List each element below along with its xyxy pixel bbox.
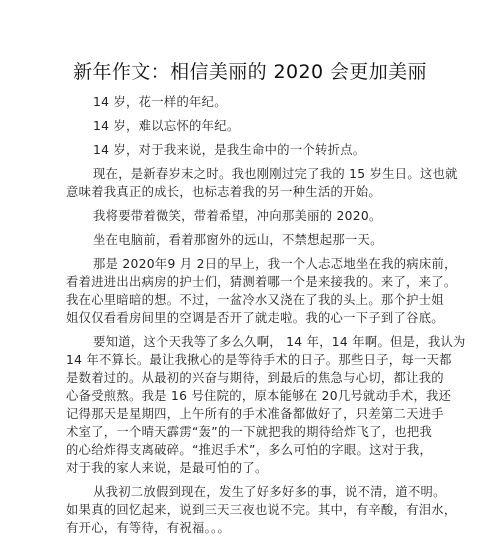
text-line: 我将要带着微笑，带着希望，冲向那美丽的 2020。 — [93, 209, 382, 223]
text-line: 现在，是新春岁末之时。我也刚刚过完了我的 15 岁生日。这也就 — [93, 167, 458, 181]
text-line: 如果真的回忆起来，说到三天三夜也说不完。其中，有辛酸，有泪水， — [66, 503, 457, 517]
text-line: 从我初二放假到现在，发生了好多好多的事，说不清，道不明。 — [93, 485, 446, 499]
text-line: 14 岁，花一样的年纪。 — [93, 95, 227, 109]
text-line: 要知道，这个天我等了多么久啊， 14 年，14 年啊。但是，我认为 — [93, 335, 466, 349]
text-line: 那是 2020年9 月 2日的早上，我一个人忐忑地坐在我的病床前， — [93, 257, 457, 271]
text-line: 有开心，有等待，有祝福。。。 — [66, 521, 231, 535]
text-line: 14 岁，对于我来说，是我生命中的一个转折点。 — [93, 143, 366, 157]
text-line: 心备受煎熬。我是 16 号住院的，原本能够在 20几号就动手术，我还 — [66, 389, 452, 403]
text-line: 的心给炸得支离破碎。“推迟手术”，多么可怕的字眼。这对于我， — [66, 443, 433, 457]
text-line: 记得那天是星期四，上午所有的手术准备都做好了，只差第二天进手 — [66, 407, 444, 421]
text-line: 术室了，一个晴天霹雳“轰”的一下就把我的期待给炸飞了，也把我 — [66, 425, 433, 439]
text-line: 14 岁，难以忘怀的年纪。 — [93, 119, 240, 133]
text-line: 看着进进出出病房的护士们，猜测着哪一个是来接我的。来了，来了。 — [66, 275, 457, 289]
text-line: 姐仅仅看看房间里的空调是否开了就走啦。我的心一下子到了谷底。 — [66, 311, 444, 325]
text-line: 我在心里暗暗的想。不过，一盆冷水又浇在了我的头上。那个护士姐 — [66, 293, 444, 307]
text-line: 坐在电脑前，看着那窗外的远山，不禁想起那一天。 — [93, 233, 383, 247]
text-line: 意味着我真正的成长，也标志着我的另一种生活的开始。 — [66, 185, 381, 199]
text-line: 对于我的家人来说，是最可怕的了。 — [66, 461, 268, 475]
text-line: 是数着过的。从最初的兴奋与期待，到最后的焦急与心切，都让我的 — [66, 371, 444, 385]
document-title: 新年作文：相信美丽的 2020 会更加美丽 — [73, 61, 427, 83]
text-line: 14 年不算长。最让我揪心的是等待手术的日子。那些日子，每一天都 — [66, 353, 452, 367]
